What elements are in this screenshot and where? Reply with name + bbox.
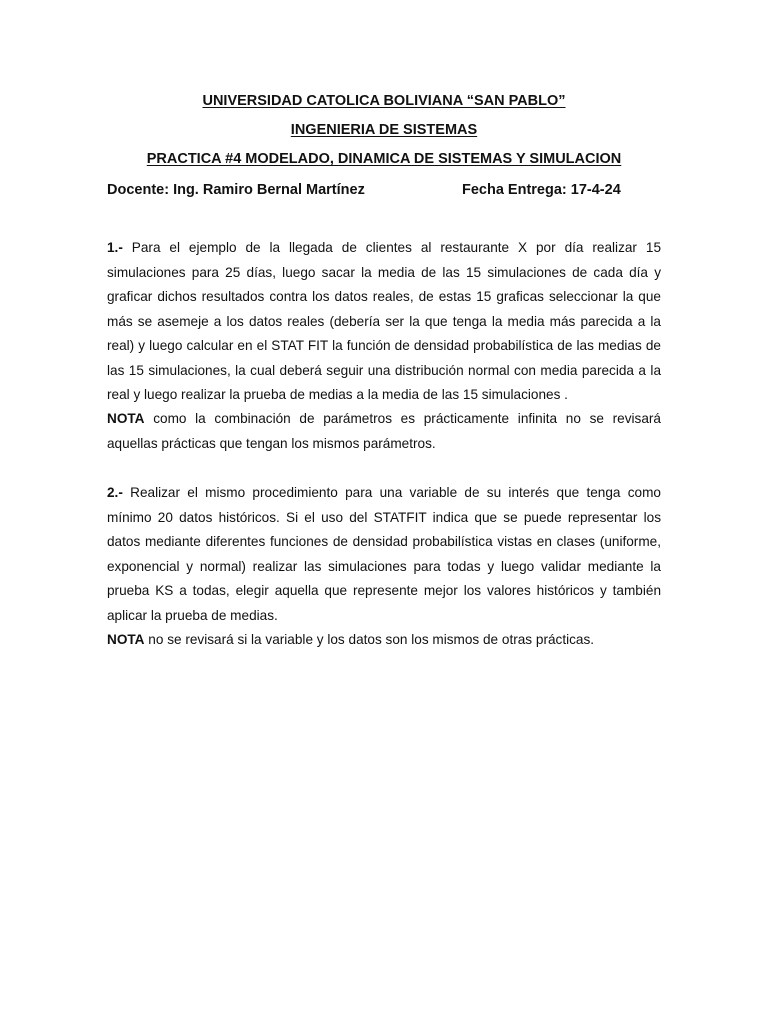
- exercise-2: [107, 481, 661, 628]
- exercise-2-note-text: no se revisará si la variable y los datos son los mismos de otras prácticas.: [144, 632, 595, 647]
- exercise-2-number: 2.-: [107, 485, 123, 500]
- exercise-1-text: Para el ejemplo de la llegada de clientes al restaurante X por día realizar 15 simulaciones para 25 días, luego sacar la media de las 15 simulaciones de cada día y graficar dichos resultados contra los datos reales, de estas 15 graficas seleccionar la que más se asemeje a los datos reales (debería ser la que tenga la media más parecida a la real) y luego calcular en el STAT FIT la función de densidad probabilística de las medias de las 15 simulaciones, la cual deberá seguir una distribución normal con media parecida a la real y luego realizar la prueba de medias a la media de las 15 simulaciones .: [107, 240, 661, 402]
- exercise-2-note: [107, 628, 661, 653]
- exercise-2-note-label: NOTA: [107, 632, 145, 647]
- exercise-1: [107, 236, 661, 408]
- university-heading: [0, 92, 768, 110]
- exercise-2-text: Realizar el mismo procedimiento para una variable de su interés que tenga como mínimo 20 datos históricos. Si el uso del STATFIT indica que se puede representar los datos mediante diferentes funciones de densidad probabilística vistas en clases (uniforme, exponencial y normal) realizar las simulaciones para todas y luego validar mediante la prueba KS a todas, elegir aquella que represente mejor los valores históricos y también aplicar la prueba de medias.: [107, 485, 661, 623]
- teacher-line: Docente: Ing. Ramiro Bernal Martínez: [107, 182, 365, 198]
- practice-title-text: PRACTICA #4 MODELADO, DINAMICA DE SISTEMAS Y SIMULACION: [146, 151, 622, 167]
- university-heading-text: UNIVERSIDAD CATOLICA BOLIVIANA “SAN PABLO”: [202, 93, 566, 109]
- exercise-1-note-label: NOTA: [107, 411, 145, 426]
- practice-title: [0, 150, 768, 168]
- career-heading: [0, 121, 768, 139]
- career-heading-text: INGENIERIA DE SISTEMAS: [290, 122, 478, 138]
- exercise-1-note: [107, 407, 661, 456]
- due-date: Fecha Entrega: 17-4-24: [462, 182, 621, 198]
- exercise-1-note-text: como la combinación de parámetros es prácticamente infinita no se revisará aquellas prácticas que tengan los mismos parámetros.: [107, 411, 661, 451]
- exercise-1-number: 1.-: [107, 240, 123, 255]
- teacher-date-row: [107, 181, 667, 199]
